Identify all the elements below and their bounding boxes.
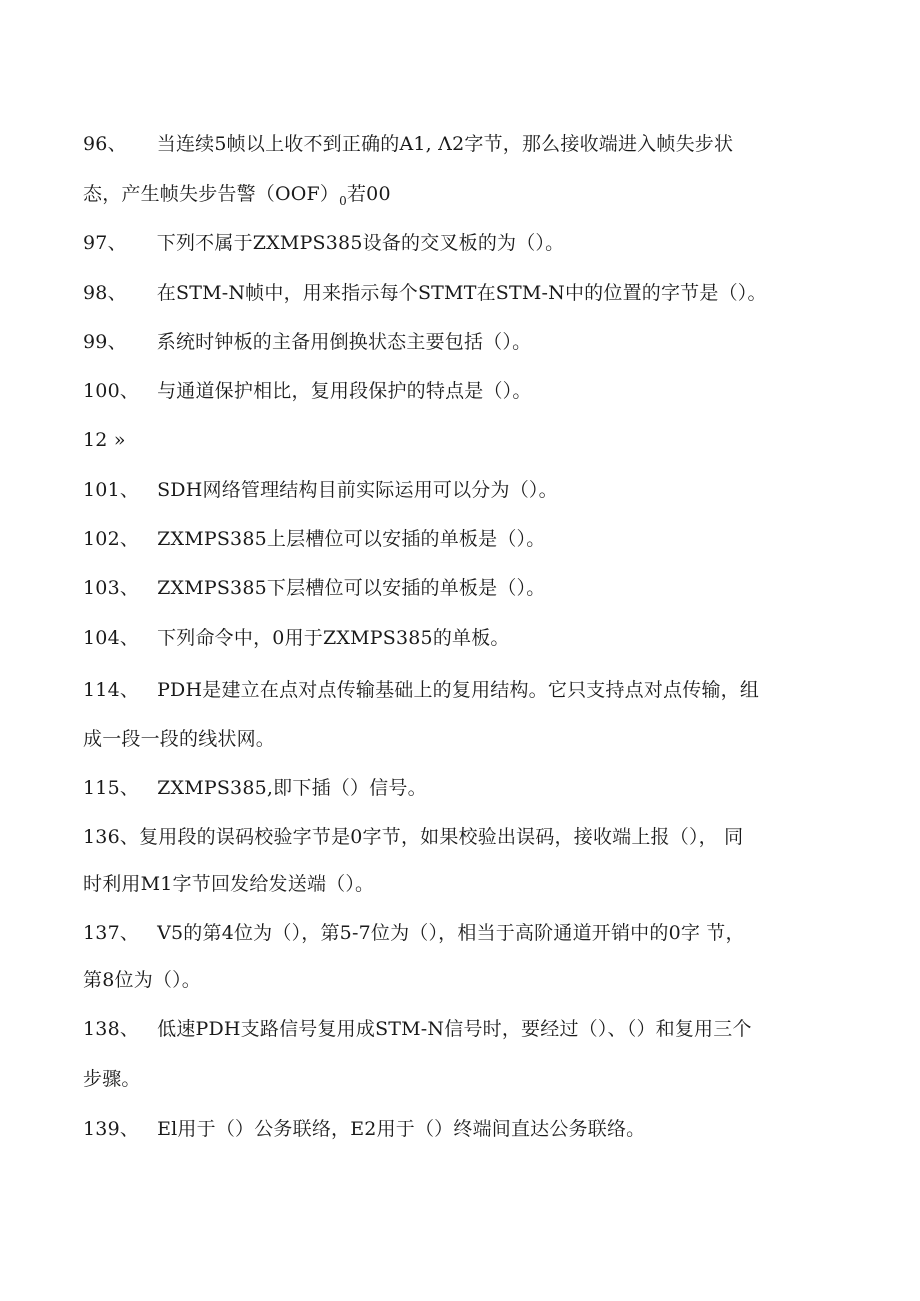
question-number: 137、 [83, 922, 140, 944]
question-text: 与通道保护相比，复用段保护的特点是（）。 [157, 380, 532, 402]
question-136-line2 [83, 872, 860, 896]
question-text: SDH网络管理结构目前实际运用可以分为（）。 [157, 479, 558, 501]
question-text: ZXMPS385,即下插（）信号。 [157, 777, 427, 799]
question-text: ZXMPS385下层槽位可以安插的单板是（）。 [157, 577, 546, 599]
question-number: 114、 [83, 679, 140, 701]
question-text: 136、复用段的误码校验字节是0字节，如果校验出误码，接收端上报（）， 同 [83, 826, 744, 848]
question-96-line2 [83, 182, 860, 213]
question-number: 100、 [83, 380, 140, 402]
question-text: 步骤。 [83, 1068, 141, 1090]
question-103 [83, 576, 860, 600]
question-137-line2 [83, 968, 860, 992]
question-101 [83, 478, 860, 502]
question-97 [83, 231, 860, 255]
question-114-line1 [83, 678, 860, 702]
question-139 [83, 1117, 860, 1141]
question-115 [83, 776, 860, 800]
question-138-line2 [83, 1067, 860, 1091]
question-text: ZXMPS385上层槽位可以安插的单板是（）。 [157, 528, 546, 550]
question-98 [83, 281, 860, 305]
question-102 [83, 527, 860, 551]
question-text: 系统时钟板的主备用倒换状态主要包括（）。 [156, 331, 532, 353]
question-text-subscript: 0 [339, 194, 347, 208]
question-text: 态，产生帧失步告警（OOF） [83, 183, 340, 205]
question-104 [83, 626, 860, 650]
question-text: PDH是建立在点对点传输基础上的复用结构。它只支持点对点传输，组 [157, 679, 760, 701]
question-138-line1 [83, 1017, 860, 1041]
question-99 [83, 330, 860, 354]
question-text: 成一段一段的线状网。 [83, 728, 276, 750]
question-96-line1 [83, 132, 860, 156]
question-text: 当连续5帧以上收不到正确的A1, Λ2字节，那么接收端进入帧失步状 [156, 133, 734, 155]
question-number: 139、 [83, 1118, 140, 1140]
question-number: 102、 [83, 528, 140, 550]
question-137-line1 [83, 921, 860, 945]
question-text: 下列命令中，0用于ZXMPS385的单板。 [157, 627, 510, 649]
question-number: 101、 [83, 479, 140, 501]
question-text: 若00 [346, 183, 391, 205]
question-text: El用于（）公务联络，E2用于（）终端间直达公务联络。 [157, 1118, 646, 1140]
question-number: 98、 [83, 282, 127, 304]
question-136-line1 [83, 825, 860, 849]
question-number: 99、 [83, 331, 127, 353]
question-text: 时利用M1字节回发给发送端（）。 [83, 873, 375, 895]
section-marker-text: 12 » [83, 429, 126, 451]
question-100 [83, 379, 860, 403]
question-text: 第8位为（）。 [83, 969, 201, 991]
question-text: 下列不属于ZXMPS385设备的交叉板的为（）。 [156, 232, 565, 254]
question-number: 138、 [83, 1018, 140, 1040]
section-marker [83, 428, 860, 452]
question-number: 97、 [83, 232, 127, 254]
question-text: 在STM-N帧中，用来指示每个STMT在STM-N中的位置的字节是（）。 [156, 282, 767, 304]
question-number: 115、 [83, 777, 140, 799]
question-number: 103、 [83, 577, 140, 599]
question-text: V5的第4位为（），第5-7位为（），相当于高阶通道开销中的0字 节， [157, 922, 745, 944]
question-number: 96、 [83, 133, 127, 155]
question-114-line2 [83, 727, 860, 751]
question-number: 104、 [83, 627, 140, 649]
question-text: 低速PDH支路信号复用成STM-N信号时，要经过（）、（）和复用三个 [157, 1018, 752, 1040]
